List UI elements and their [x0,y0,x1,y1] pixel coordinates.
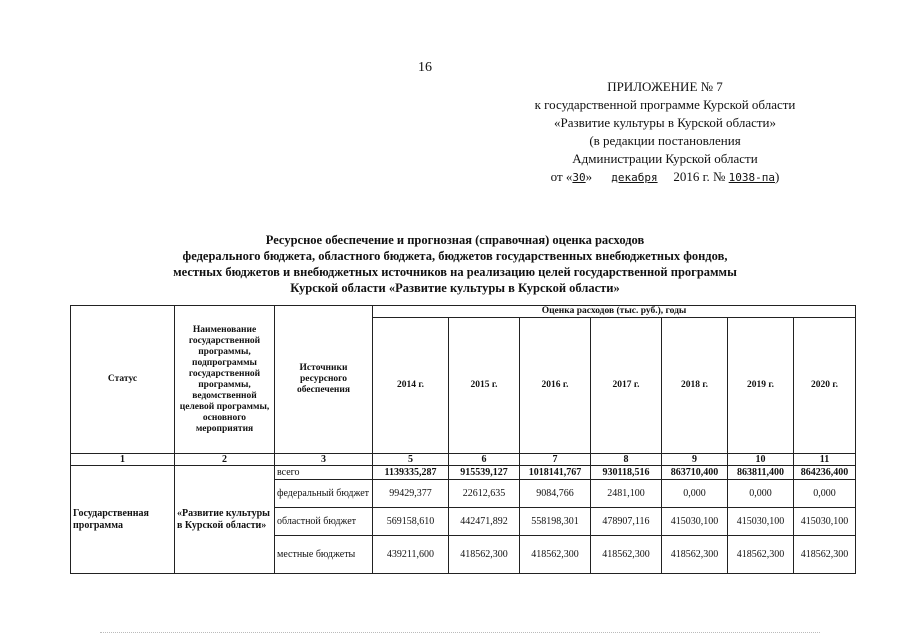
value-cell: 0,000 [794,480,856,508]
table-row [71,466,856,480]
column-number: 7 [520,454,591,466]
status-cell: Государственная программа [71,466,175,574]
value-cell: 1139335,287 [373,466,449,480]
value-cell: 418562,300 [591,536,662,574]
title-line-1: Ресурсное обеспечение и прогнозная (справочная) оценка расходов [265,233,645,247]
value-cell: 415030,100 [728,508,794,536]
program-name-cell: «Развитие культуры в Курской области» [175,466,275,574]
header-year: 2016 г. [520,318,591,454]
page-number: 16 [418,60,432,75]
appendix-line-edition: (в редакции постановления [589,133,741,148]
value-cell: 1018141,767 [520,466,591,480]
column-number: 11 [794,454,856,466]
column-number: 2 [175,454,275,466]
appendix-line-program: к государственной программе Курской области [534,97,796,112]
appendix-title: ПРИЛОЖЕНИЕ № 7 [607,79,723,94]
column-number-row [71,454,856,466]
header-year: 2014 г. [373,318,449,454]
header-year: 2020 г. [794,318,856,454]
value-cell: 0,000 [662,480,728,508]
column-number: 5 [373,454,449,466]
date-day: 30 [572,171,586,184]
header-status: Статус [71,306,175,454]
column-number: 9 [662,454,728,466]
date-month: декабря [611,171,658,184]
value-cell: 863811,400 [728,466,794,480]
appendix-line-administration: Администрации Курской области [572,151,758,166]
value-cell: 0,000 [728,480,794,508]
header-year: 2019 г. [728,318,794,454]
value-cell: 418562,300 [449,536,520,574]
page-bottom-edge [100,632,820,636]
value-cell: 99429,377 [373,480,449,508]
header-sources: Источники ресурсного обеспечения [275,306,373,454]
value-cell: 439211,600 [373,536,449,574]
value-cell: 915539,127 [449,466,520,480]
header-year: 2018 г. [662,318,728,454]
value-cell: 864236,400 [794,466,856,480]
date-prefix: от « [550,169,573,184]
column-number: 6 [449,454,520,466]
value-cell: 418562,300 [662,536,728,574]
date-day-close: » [585,169,593,184]
appendix-line-program-name: «Развитие культуры в Курской области» [553,115,777,130]
resource-table [70,305,856,574]
header-name: Наименование государственной программы, подпрограммы государственной программы, ведомственной целевой программы, основного мероприятия [175,306,275,454]
title-line-3: местных бюджетов и внебюджетных источников на реализацию целей государственной программы [173,265,737,279]
value-cell: 442471,892 [449,508,520,536]
header-year: 2017 г. [591,318,662,454]
title-line-2: федерального бюджета, областного бюджета, бюджетов государственных внебюджетных фондов, [182,249,728,263]
value-cell: 418562,300 [728,536,794,574]
appendix-date-line [500,168,830,187]
source-cell: всего [275,466,373,480]
document-title [60,232,850,296]
value-cell: 9084,766 [520,480,591,508]
value-cell: 863710,400 [662,466,728,480]
value-cell: 415030,100 [794,508,856,536]
column-number: 3 [275,454,373,466]
date-close: ) [775,169,780,184]
date-year: 2016 г. № [673,169,726,184]
appendix-header [500,78,830,187]
header-year: 2015 г. [449,318,520,454]
resolution-number: 1038-па [728,171,776,184]
value-cell: 930118,516 [591,466,662,480]
value-cell: 418562,300 [520,536,591,574]
column-number: 8 [591,454,662,466]
value-cell: 558198,301 [520,508,591,536]
source-cell: местные бюджеты [275,536,373,574]
column-number: 1 [71,454,175,466]
header-estimate: Оценка расходов (тыс. руб.), годы [373,306,856,318]
value-cell: 418562,300 [794,536,856,574]
value-cell: 415030,100 [662,508,728,536]
value-cell: 569158,610 [373,508,449,536]
source-cell: областной бюджет [275,508,373,536]
value-cell: 478907,116 [591,508,662,536]
source-cell: федеральный бюджет [275,480,373,508]
value-cell: 2481,100 [591,480,662,508]
value-cell: 22612,635 [449,480,520,508]
column-number: 10 [728,454,794,466]
title-line-4: Курской области «Развитие культуры в Курской области» [290,281,620,295]
